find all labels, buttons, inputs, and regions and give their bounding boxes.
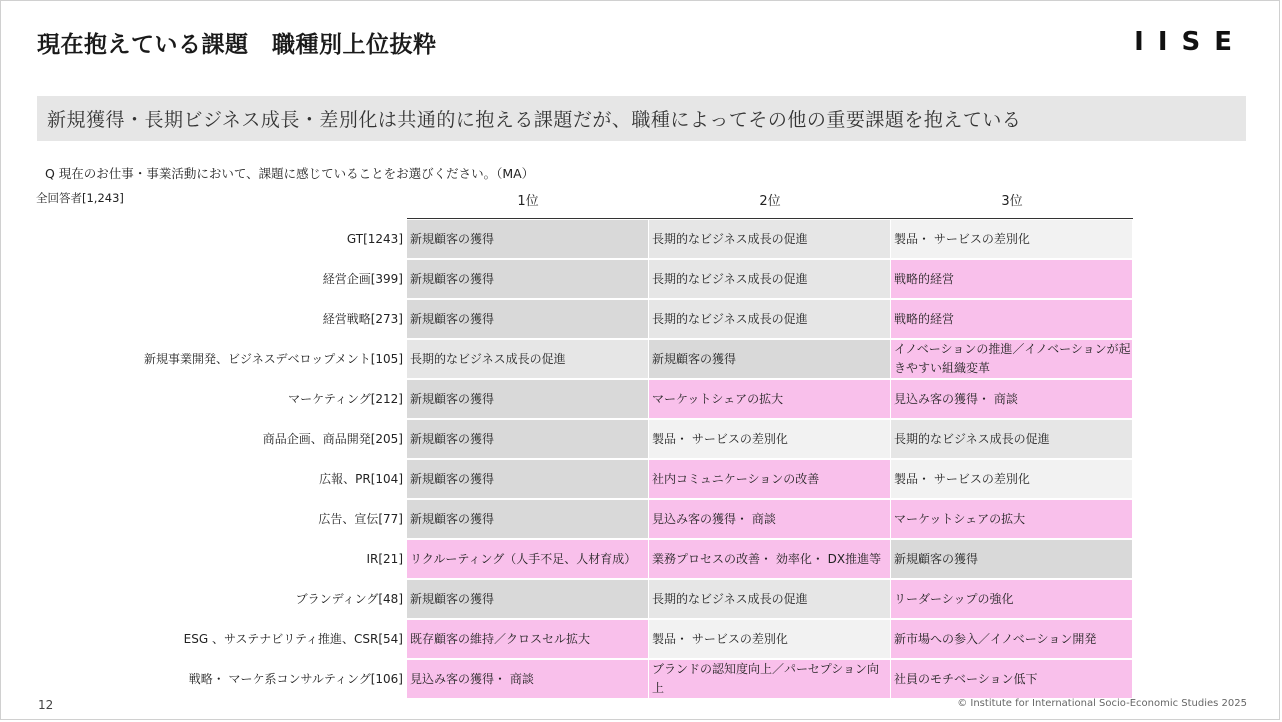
cell-text: 新市場への参入／イノベーション開発 xyxy=(894,631,1097,646)
column-header-rank-2: 2位 xyxy=(759,194,781,209)
cell-text: 見込み客の獲得・ 商談 xyxy=(652,511,776,526)
table-row xyxy=(0,299,1282,339)
row-label: IR[21] xyxy=(366,551,403,566)
row-label: 戦略・ マーケ系コンサルティング[106] xyxy=(188,671,403,686)
respondent-count: 全回答者[1,243] xyxy=(36,191,124,205)
rank-2-cell xyxy=(649,660,890,698)
cell-text: 新規顧客の獲得 xyxy=(410,591,495,606)
row-label: 経営企画[399] xyxy=(322,271,403,286)
key-message-box xyxy=(37,96,1246,141)
cell-text: 新規顧客の獲得 xyxy=(410,431,495,446)
rank-2-cell xyxy=(649,260,890,298)
rank-2-cell xyxy=(649,420,890,458)
rank-3-cell xyxy=(891,660,1132,698)
row-label: ESG 、サステナビリティ推進、CSR[54] xyxy=(183,631,403,646)
row-label: 広告、宣伝[77] xyxy=(318,511,403,526)
cell-text: イノベーションの推進／イノベーションが起きやすい組織変革 xyxy=(894,342,1131,375)
cell-text: 製品・ サービスの差別化 xyxy=(894,471,1030,486)
cell-text: 社員のモチベーション低下 xyxy=(894,671,1038,686)
cell-text: 製品・ サービスの差別化 xyxy=(894,231,1030,246)
cell-text: 既存顧客の維持／クロスセル拡大 xyxy=(410,631,591,646)
cell-text: 社内コミュニケーションの改善 xyxy=(652,471,820,486)
cell-text: 新規顧客の獲得 xyxy=(410,391,495,406)
cell-text: 見込み客の獲得・ 商談 xyxy=(410,671,534,686)
cell-text: 長期的なビジネス成長の促進 xyxy=(652,311,808,326)
rank-1-cell xyxy=(407,580,648,618)
cell-text: マーケットシェアの拡大 xyxy=(652,391,784,406)
table-row xyxy=(0,619,1282,659)
cell-text: 新規顧客の獲得 xyxy=(410,311,495,326)
cell-text: マーケットシェアの拡大 xyxy=(894,511,1026,526)
cell-text: 新規顧客の獲得 xyxy=(410,511,495,526)
table-row xyxy=(0,499,1282,539)
cell-text: 戦略的経営 xyxy=(894,271,955,286)
rank-3-cell xyxy=(891,420,1132,458)
rank-2-cell xyxy=(649,220,890,258)
cell-text: 見込み客の獲得・ 商談 xyxy=(894,391,1018,406)
row-label: 経営戦略[273] xyxy=(322,311,403,326)
column-header-rank-3: 3位 xyxy=(1001,194,1023,209)
row-label: 広報、PR[104] xyxy=(319,471,403,486)
cell-text: 長期的なビジネス成長の促進 xyxy=(410,351,566,366)
cell-text: 長期的なビジネス成長の促進 xyxy=(894,431,1050,446)
rank-1-cell xyxy=(407,620,648,658)
rank-1-cell xyxy=(407,460,648,498)
rank-1-cell xyxy=(407,340,648,378)
cell-text: 長期的なビジネス成長の促進 xyxy=(652,271,808,286)
rank-2-cell xyxy=(649,460,890,498)
row-label: 商品企画、商品開発[205] xyxy=(262,431,403,446)
rank-1-cell xyxy=(407,420,648,458)
rank-1-cell xyxy=(407,380,648,418)
table-row xyxy=(0,379,1282,419)
rank-3-cell xyxy=(891,500,1132,538)
rank-1-cell xyxy=(407,220,648,258)
row-label: GT[1243] xyxy=(346,231,403,246)
key-message: 新規獲得・長期ビジネス成長・差別化は共通的に抱える課題だが、職種によってその他の重要課題を抱えている xyxy=(47,109,1022,131)
cell-text: 製品・ サービスの差別化 xyxy=(652,631,788,646)
cell-text: 新規顧客の獲得 xyxy=(894,551,979,566)
rank-1-cell xyxy=(407,660,648,698)
rank-1-cell xyxy=(407,540,648,578)
rank-3-cell xyxy=(891,460,1132,498)
table-row xyxy=(0,579,1282,619)
rank-1-cell xyxy=(407,500,648,538)
table-row xyxy=(0,539,1282,579)
rank-2-cell xyxy=(649,500,890,538)
table-row xyxy=(0,419,1282,459)
rank-2-cell xyxy=(649,340,890,378)
cell-text: 新規顧客の獲得 xyxy=(652,351,737,366)
cell-text: リクルーティング（人手不足、人材育成） xyxy=(410,551,637,566)
table-row xyxy=(0,339,1282,379)
row-label: ブランディング[48] xyxy=(295,591,403,606)
cell-text: 新規顧客の獲得 xyxy=(410,231,495,246)
rank-3-cell xyxy=(891,340,1132,378)
cell-text: 新規顧客の獲得 xyxy=(410,271,495,286)
rank-3-cell xyxy=(891,300,1132,338)
rank-3-cell xyxy=(891,620,1132,658)
rank-3-cell xyxy=(891,380,1132,418)
rank-1-cell xyxy=(407,260,648,298)
table-row xyxy=(0,659,1282,699)
table-row xyxy=(0,219,1282,259)
copyright: © Institute for International Socio-Economic Studies 2025 xyxy=(957,698,1247,709)
rank-3-cell xyxy=(891,540,1132,578)
rank-3-cell xyxy=(891,260,1132,298)
slide-title: 現在抱えている課題 職種別上位抜粋 xyxy=(37,32,437,58)
rank-2-cell xyxy=(649,620,890,658)
rank-2-cell xyxy=(649,300,890,338)
survey-question: Q 現在のお仕事・事業活動において、課題に感じていることをお選びください。（MA） xyxy=(45,166,535,181)
cell-text: 新規顧客の獲得 xyxy=(410,471,495,486)
rank-2-cell xyxy=(649,380,890,418)
cell-text: 長期的なビジネス成長の促進 xyxy=(652,231,808,246)
iise-logo: IISE xyxy=(1134,27,1246,57)
table-row xyxy=(0,459,1282,499)
cell-text: 製品・ サービスの差別化 xyxy=(652,431,788,446)
table-row xyxy=(0,259,1282,299)
cell-text: リーダーシップの強化 xyxy=(894,591,1014,606)
rank-3-cell xyxy=(891,220,1132,258)
rank-2-cell xyxy=(649,540,890,578)
column-header-rank-1: 1位 xyxy=(517,194,539,209)
rank-2-cell xyxy=(649,580,890,618)
row-label: マーケティング[212] xyxy=(288,391,403,406)
cell-text: 戦略的経営 xyxy=(894,311,955,326)
cell-text: 業務プロセスの改善・ 効率化・ DX推進等 xyxy=(652,551,882,566)
row-label: 新規事業開発、ビジネスデベロップメント[105] xyxy=(144,351,403,366)
page-number: 12 xyxy=(38,698,54,712)
cell-text: ブランドの認知度向上／パーセプション向上 xyxy=(652,662,880,695)
rank-1-cell xyxy=(407,300,648,338)
rank-3-cell xyxy=(891,580,1132,618)
cell-text: 長期的なビジネス成長の促進 xyxy=(652,591,808,606)
